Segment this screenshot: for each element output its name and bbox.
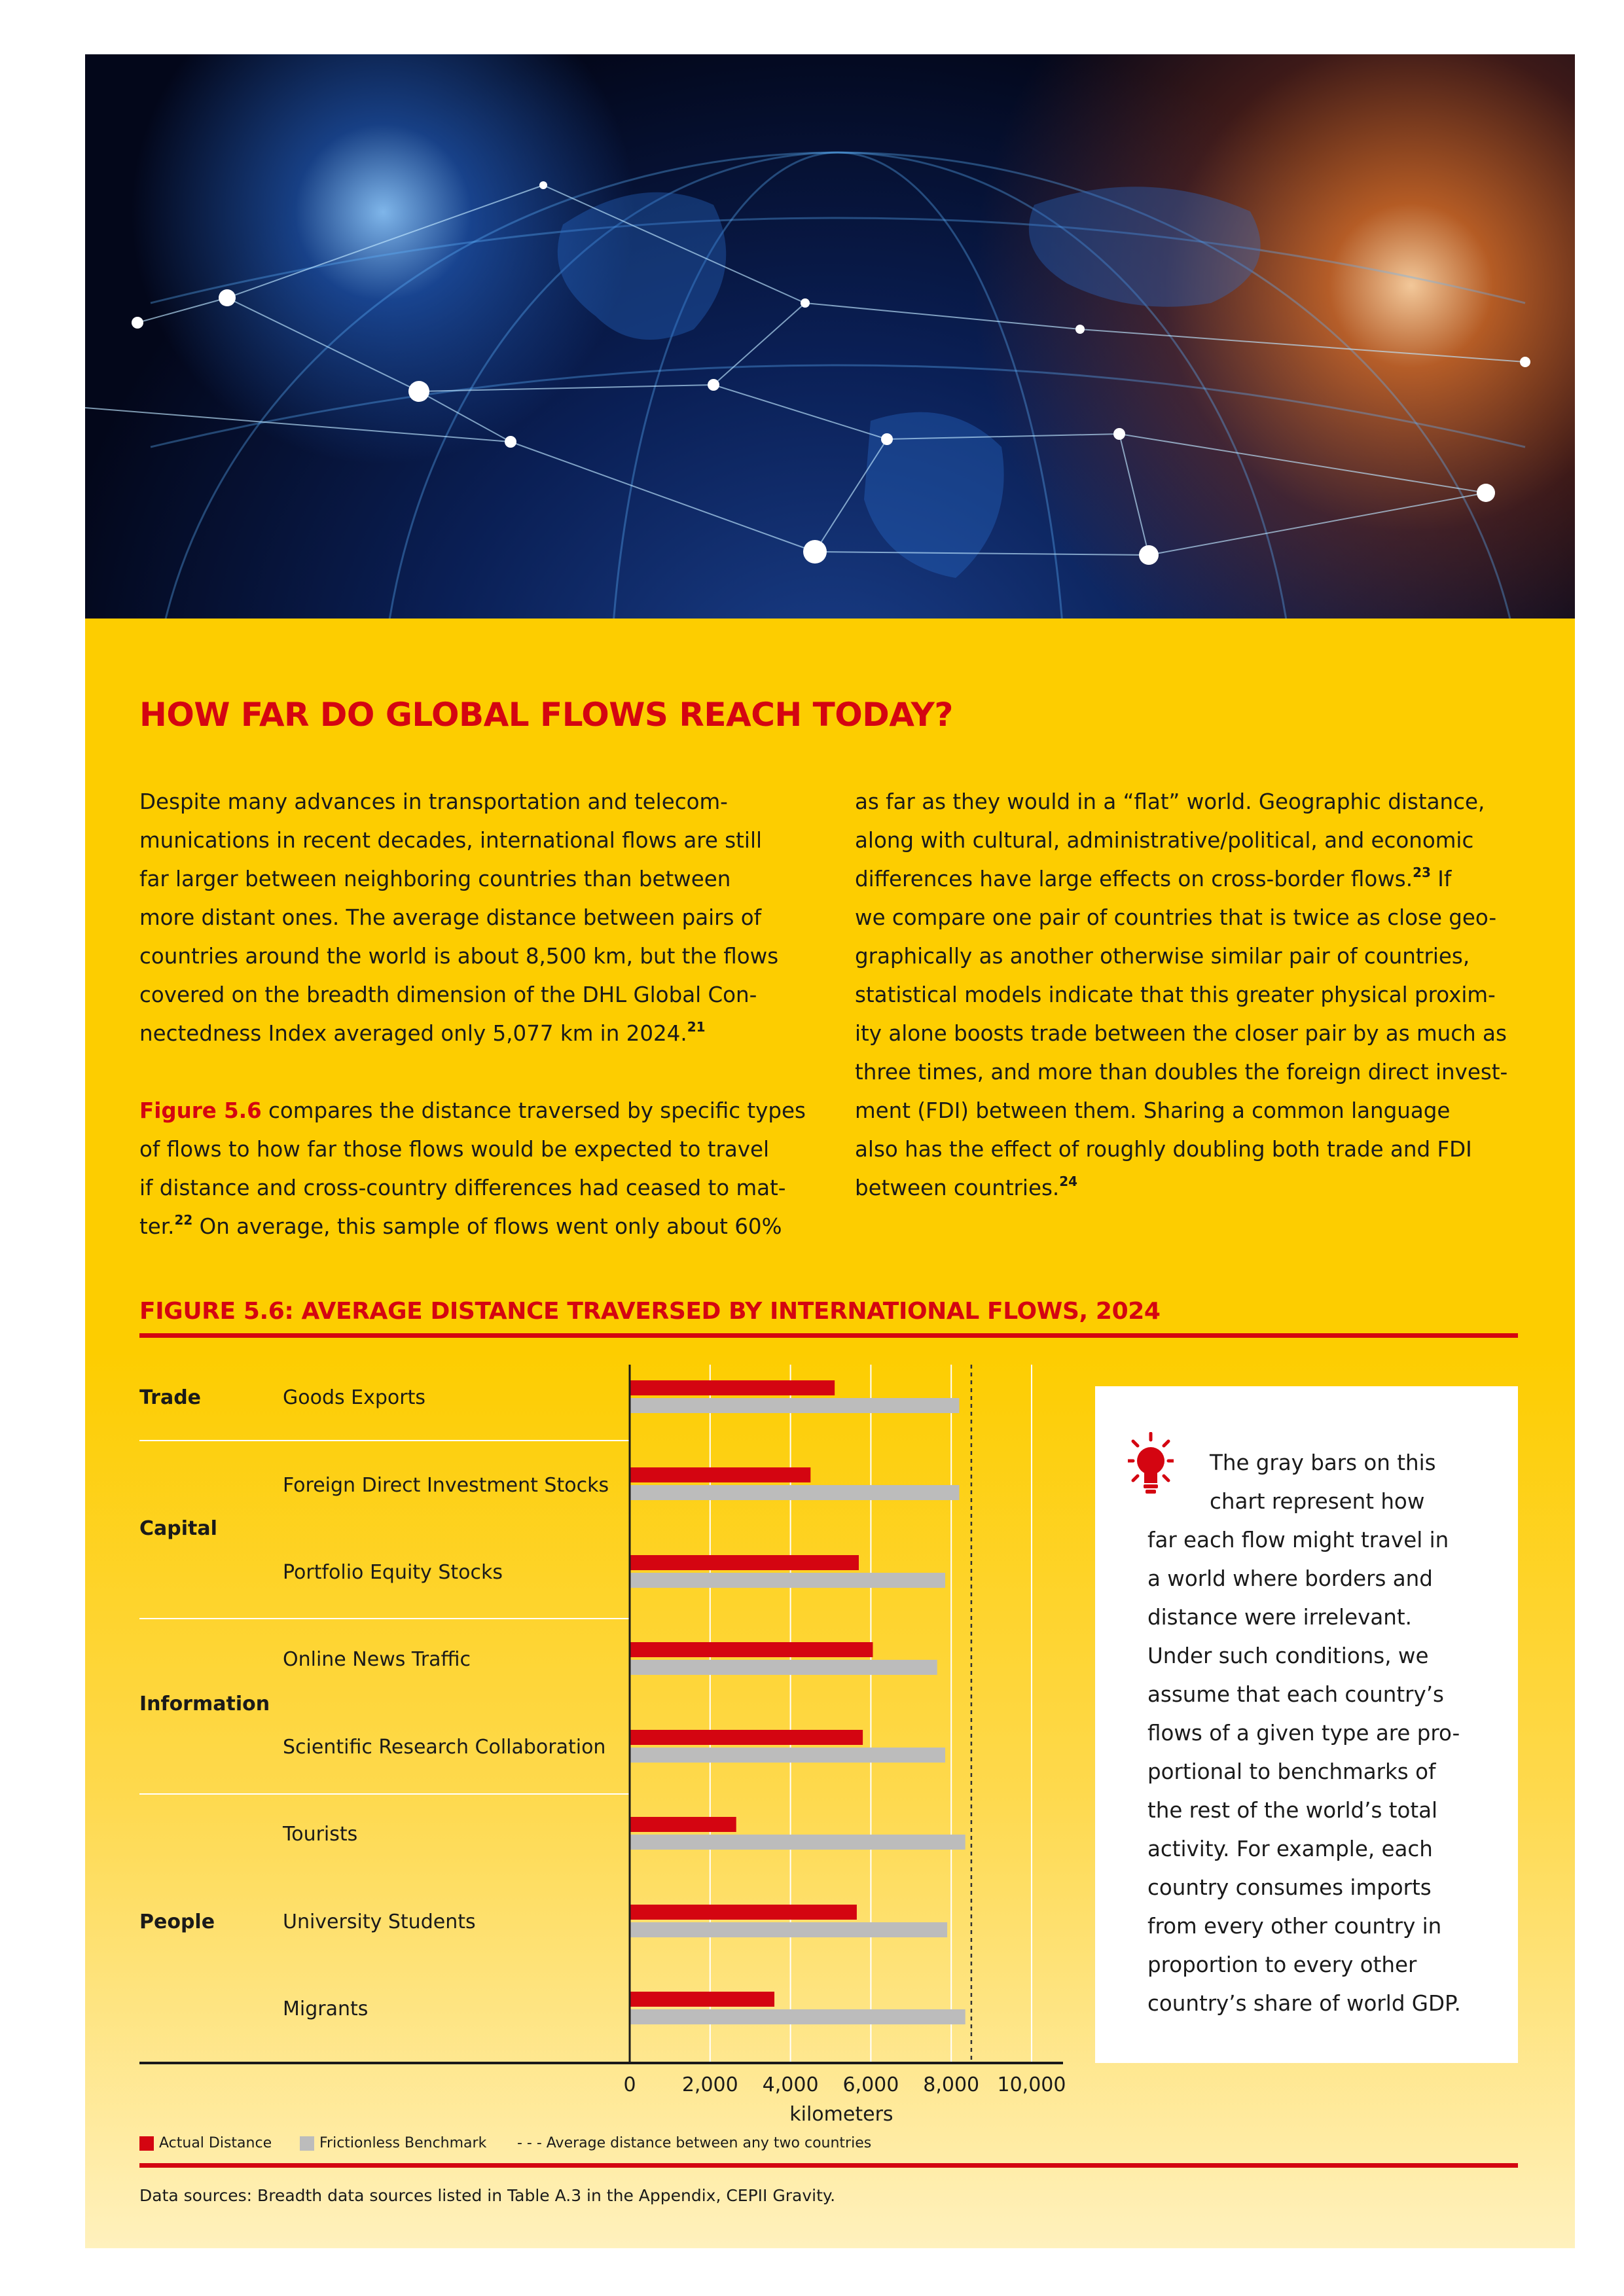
category-label: Foreign Direct Investment Stocks (283, 1474, 609, 1497)
x-tick-label: 10,000 (997, 2073, 1066, 2096)
x-tick-label: 6,000 (842, 2073, 899, 2096)
group-label-people: People (139, 1910, 215, 1933)
footnote-23: 23 (1413, 865, 1431, 880)
group-label-capital: Capital (139, 1517, 217, 1540)
x-tick-label: 2,000 (681, 2073, 738, 2096)
chart-bars (630, 1380, 965, 2024)
bar-benchmark (630, 1573, 945, 1588)
bar-benchmark (630, 1485, 959, 1500)
x-tick-label: 8,000 (923, 2073, 980, 2096)
category-label: Portfolio Equity Stocks (283, 1561, 503, 1584)
bar-actual (630, 1467, 810, 1482)
footnote-21: 21 (687, 1019, 706, 1035)
bar-benchmark (630, 1398, 959, 1413)
bar-actual (630, 1817, 736, 1832)
data-source-note: Data sources: Breadth data sources listed in Table A.3 in the Appendix, CEPII Gravity. (139, 2186, 836, 2205)
category-label: University Students (283, 1910, 476, 1933)
category-label: Tourists (283, 1823, 358, 1846)
bottom-rule (139, 2163, 1518, 2168)
tip-box (1095, 1386, 1518, 2063)
bar-actual (630, 1642, 873, 1657)
tip-text: The gray bars on this chart represent how far each flow might travel in a world where borders and distance were irrelevant. Under such conditions, we assume that each country’s flows of a given type are pro- portional to benchmarks of the rest of the world’s total activity. For example, each country consumes imports from every other country in proportion to every other country’s share of world GDP. (1147, 1450, 1461, 2016)
figure-reference-link[interactable]: Figure 5.6 (139, 1098, 262, 1123)
legend-swatch-actual (139, 2136, 154, 2151)
bar-actual (630, 1730, 863, 1745)
figure-title: FIGURE 5.6: AVERAGE DISTANCE TRAVERSED BY INTERNATIONAL FLOWS, 2024 (139, 1298, 1161, 1325)
bar-benchmark (630, 1748, 945, 1763)
bar-benchmark (630, 2009, 965, 2024)
bar-benchmark (630, 1660, 937, 1675)
bar-actual (630, 1905, 857, 1920)
legend-swatch-benchmark (300, 2136, 314, 2151)
category-label: Online News Traffic (283, 1648, 471, 1671)
paragraph-2: Figure 5.6 compares the distance traversed by specific types of flows to how far those flows would be expected to travel if distance and cross-country differences had ceased to mat- ter.$^{22}$ On average, this sample of flows went only about 60% (139, 1098, 806, 1239)
legend-actual: Actual Distance (159, 2135, 272, 2151)
bar-benchmark (630, 1922, 947, 1937)
bar-actual (630, 1992, 774, 2007)
category-label: Migrants (283, 1998, 369, 2020)
x-tick-label: 0 (623, 2073, 636, 2096)
bar-actual (630, 1555, 859, 1570)
category-label: Scientific Research Collaboration (283, 1736, 606, 1759)
group-label-trade: Trade (139, 1386, 202, 1409)
x-tick-label: 4,000 (762, 2073, 819, 2096)
x-axis-label: kilometers (789, 2103, 893, 2126)
legend-benchmark: Frictionless Benchmark (319, 2135, 487, 2151)
paragraph-1: Despite many advances in transportation and telecom- munications in recent decades, international flows are still far larger between neighboring countries than between more distant ones. The average distance between pairs of countries around the world is about 8,500 km, but the flows covered on the breadth dimension of the DHL Global Con- nectedness Index averaged only 5,077 km in 2024.21 (139, 789, 779, 1046)
paragraph-3: as far as they would in a “flat” world. Geographic distance, along with cultural, administrative/political, and economic differences have large effects on cross-border flows.$^{23}$ If we compare one pair of countries that is twice as close geo- graphically as another otherwise similar pair of countries, statistical models indicate that this greater physical proxim- ity alone boosts trade between the closer pair by as much as three times, and more than doubles the foreign direct invest- ment (FDI) between them. Sharing a common language also has the effect of roughly doubling both trade and FDI between countries.$^{24}$ (855, 789, 1508, 1200)
section-heading: HOW FAR DO GLOBAL FLOWS REACH TODAY? (139, 696, 953, 734)
footnote-22: 22 (174, 1212, 193, 1228)
footnote-24: 24 (1059, 1174, 1078, 1189)
legend-average: - - - Average distance between any two countries (517, 2135, 872, 2151)
bar-actual (630, 1380, 835, 1395)
group-label-information: Information (139, 1693, 270, 1715)
bar-benchmark (630, 1835, 965, 1850)
category-label: Goods Exports (283, 1386, 425, 1409)
